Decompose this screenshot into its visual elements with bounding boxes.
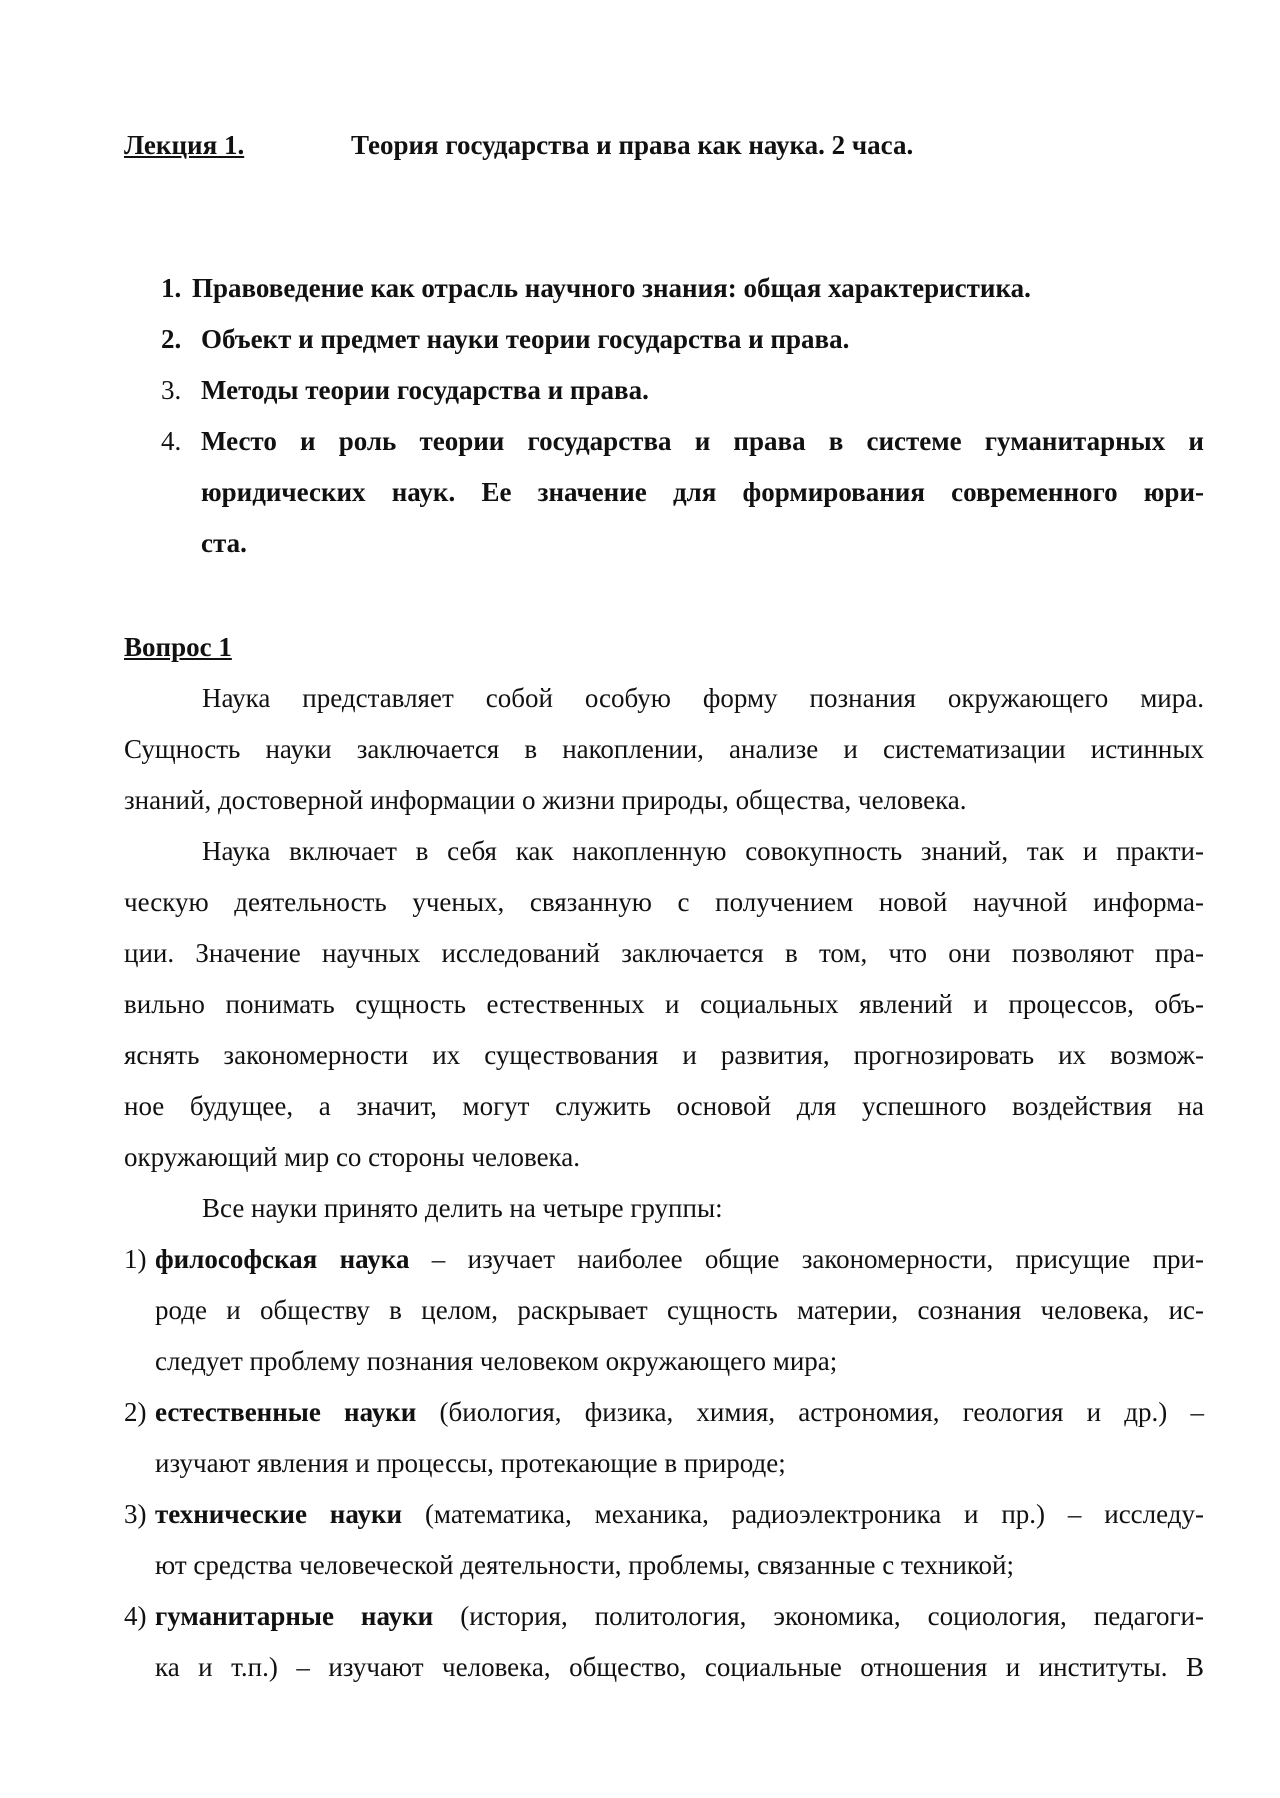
- plan-item-text-cont: юридических наук. Ее значение для формирования современного юри-: [201, 477, 1204, 507]
- science-item-number: 1): [124, 1244, 147, 1274]
- science-item-line: ют средства человеческой деятельности, проблемы, связанные с техникой;: [155, 1550, 1014, 1580]
- science-description: (математика, механика, радиоэлектроника и пр.) – исследу-: [402, 1499, 1204, 1529]
- paragraph-line: окружающий мир со стороны человека.: [124, 1142, 580, 1172]
- science-item-line: изучают явления и процессы, протекающие в природе;: [155, 1448, 786, 1478]
- science-term: гуманитарные науки: [155, 1601, 434, 1631]
- plan-item-number: 3.: [161, 375, 182, 405]
- paragraph-line: ческую деятельность ученых, связанную с получением новой научной информа-: [124, 887, 1204, 917]
- science-item-number: 4): [124, 1601, 147, 1631]
- section-heading: Вопрос 1: [124, 632, 232, 662]
- paragraph-line: Наука включает в себя как накопленную совокупность знаний, так и практи-: [202, 836, 1204, 866]
- science-item-line: роде и обществу в целом, раскрывает сущность материи, сознания человека, ис-: [155, 1295, 1204, 1325]
- plan-item-text: Методы теории государства и права.: [201, 375, 649, 405]
- science-description: (история, политология, экономика, социология, педагоги-: [433, 1601, 1204, 1631]
- paragraph-line: вильно понимать сущность естественных и социальных явлений и процессов, объ-: [124, 989, 1204, 1019]
- science-description: (биология, физика, химия, астрономия, геология и др.) –: [416, 1397, 1204, 1427]
- science-item-line: [155, 1599, 1204, 1633]
- lecture-label: Лекция 1.: [124, 130, 245, 160]
- plan-item-text: Правоведение как отрасль научного знания: общая характеристика.: [192, 273, 1031, 303]
- paragraph-line: ное будущее, а значит, могут служить основой для успешного воздействия на: [124, 1091, 1204, 1121]
- science-term: технические науки: [155, 1499, 403, 1529]
- science-item-line: [155, 1395, 1204, 1429]
- paragraph-line: Все науки принято делить на четыре группы:: [202, 1193, 723, 1223]
- lecture-title: Теория государства и права как наука. 2 часа.: [351, 130, 914, 160]
- science-term: философская наука: [155, 1244, 410, 1274]
- paragraph-line: Наука представляет собой особую форму познания окружающего мира.: [202, 683, 1204, 713]
- plan-item-text-cont: ста.: [201, 528, 247, 558]
- science-item-line: [155, 1242, 1204, 1276]
- science-item-line: ка и т.п.) – изучают человека, общество, социальные отношения и институты. В: [155, 1652, 1204, 1682]
- science-description: – изучает наиболее общие закономерности, присущие при-: [409, 1244, 1204, 1274]
- science-item-line: следует проблему познания человеком окружающего мира;: [155, 1346, 838, 1376]
- science-item-line: [155, 1497, 1204, 1531]
- plan-item-number: 4.: [161, 426, 182, 456]
- paragraph-line: знаний, достоверной информации о жизни природы, общества, человека.: [124, 785, 967, 815]
- plan-item-text: Место и роль теории государства и права в системе гуманитарных и: [201, 426, 1204, 456]
- science-item-number: 3): [124, 1499, 147, 1529]
- science-item-number: 2): [124, 1397, 147, 1427]
- paragraph-line: Сущность науки заключается в накоплении, анализе и систематизации истинных: [124, 734, 1204, 764]
- paragraph-line: ции. Значение научных исследований заключается в том, что они позволяют пра-: [124, 938, 1204, 968]
- plan-item-number: 2.: [161, 324, 182, 354]
- plan-item-number: 1.: [161, 273, 182, 303]
- plan-item-text: Объект и предмет науки теории государства и права.: [201, 324, 850, 354]
- paragraph-line: яснять закономерности их существования и развития, прогнозировать их возмож-: [124, 1040, 1204, 1070]
- science-term: естественные науки: [155, 1397, 417, 1427]
